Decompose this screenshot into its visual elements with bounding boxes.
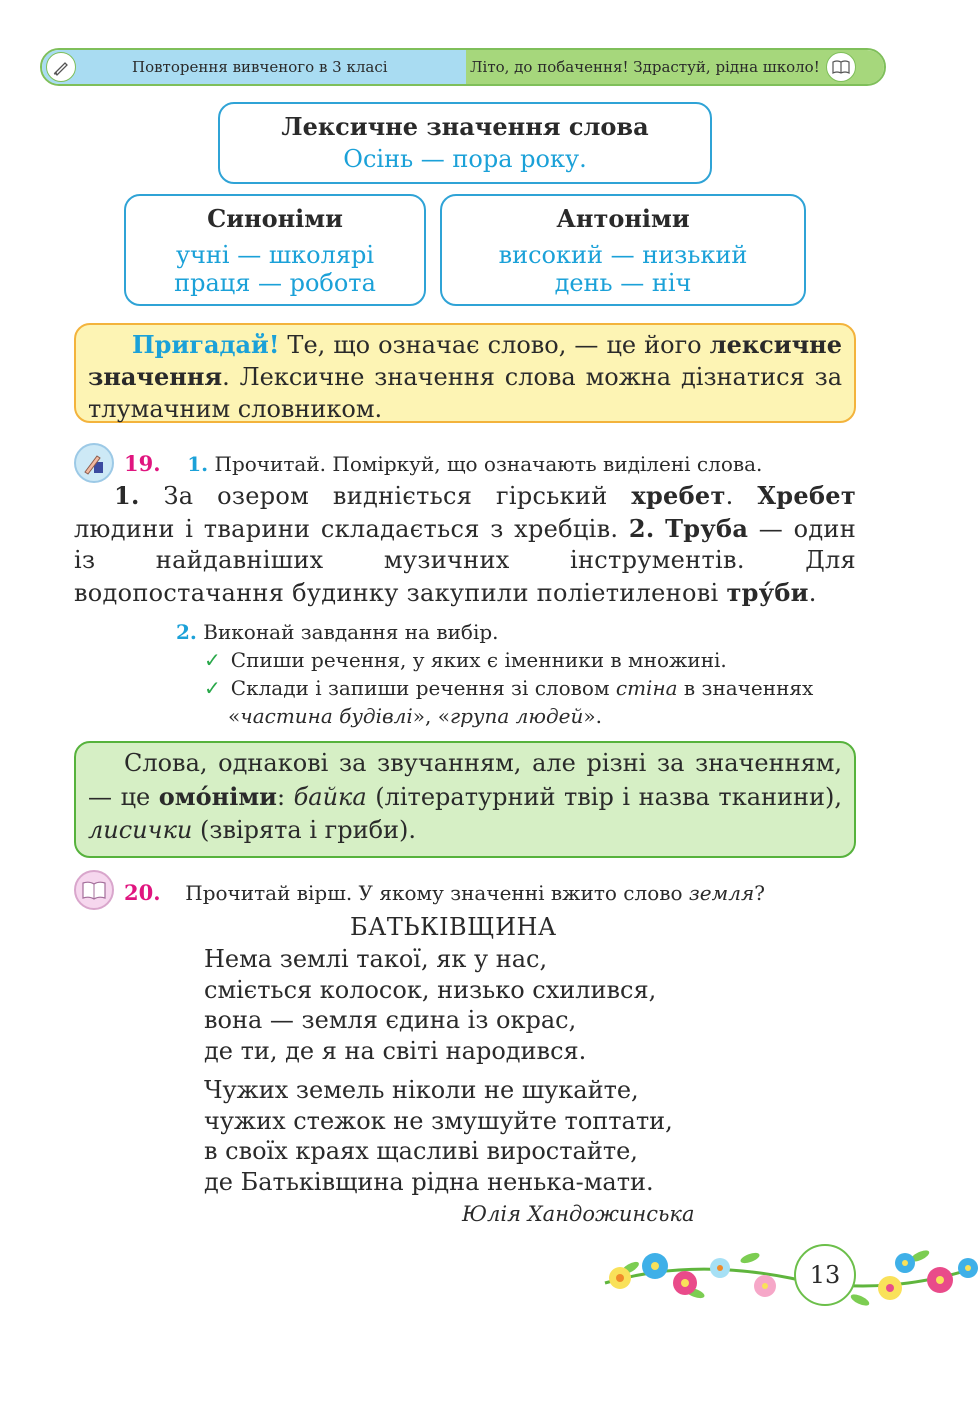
- task-19-number: 19.: [124, 451, 161, 476]
- header-left: [42, 50, 466, 84]
- poem-line: Нема землі такої, як у нас,: [204, 945, 548, 973]
- antonyms-title: Антоніми: [556, 204, 690, 233]
- poem-stanza-1: [204, 944, 656, 1066]
- quote-mark: », «: [412, 704, 450, 728]
- task-19-header: [124, 451, 884, 477]
- antonyms-box: [440, 194, 806, 306]
- quote-mark: «: [228, 704, 241, 728]
- synonyms-title: Синоніми: [207, 204, 343, 233]
- rule-text: :: [276, 783, 294, 811]
- writing-task-icon: [74, 443, 114, 483]
- header-left-text: Повторення вивченого в 3 класі: [132, 58, 388, 76]
- poem-line: сміється колосок, низько схилився,: [204, 975, 657, 1004]
- option-1-text: Спиши речення, у яких є іменники в множині.: [230, 648, 727, 672]
- text-run: .: [725, 482, 758, 510]
- meaning-1: частина будівлі: [240, 704, 413, 728]
- remember-text-1: Те, що означає слово, — це його: [279, 331, 710, 359]
- highlighted-word: тру́би: [726, 577, 809, 607]
- poem-stanza-2: [204, 1075, 673, 1197]
- poem-line: чужих стежок не змушуйте топтати,: [204, 1106, 673, 1135]
- option-2-word: стіна: [615, 676, 678, 700]
- header-right: [466, 50, 884, 84]
- option-2-meanings: [176, 702, 876, 730]
- synonyms-box: [124, 194, 426, 306]
- flower-decoration: [600, 1238, 980, 1318]
- option-2-text: в значеннях: [677, 676, 814, 700]
- task-19-part1-text: Прочитай. Поміркуй, що означають виділені слова.: [214, 452, 763, 476]
- poem-line: в своїх краях щасливі виростайте,: [204, 1137, 638, 1165]
- task-20-text: ?: [754, 881, 765, 905]
- quote-mark: ».: [583, 704, 602, 728]
- rule-text: (літературний твір і назва тканини),: [366, 783, 842, 811]
- task-20-word: земля: [688, 881, 755, 905]
- text-run: — один із найдавніших музичних інструментів. Для водопостачання будинку закупили поліетиленові: [74, 514, 856, 607]
- text-run: .: [808, 578, 817, 607]
- task-19-part2-number: 2.: [176, 620, 197, 644]
- rule-example: лисички: [88, 816, 193, 844]
- header-right-text: Літо, до побачення! Здрастуй, рідна школо!: [470, 58, 820, 76]
- text-run: [655, 515, 666, 543]
- pen-icon: [46, 52, 76, 82]
- highlighted-word: хребет: [631, 481, 726, 510]
- synonyms-line-1: учні — школярі: [175, 241, 375, 269]
- task-19-part1-number: 1.: [187, 452, 209, 476]
- lexical-meaning-box: [218, 102, 712, 184]
- section-header: [40, 48, 886, 86]
- antonyms-line-2: день — ніч: [554, 269, 692, 297]
- remember-text-2: . Лексичне значення слова можна дізнатися за тлумачним словником.: [88, 363, 842, 423]
- task-19-part2-text: Виконай завдання на вибір.: [203, 620, 499, 644]
- poem-author: Юлія Хандожинська: [462, 1202, 695, 1226]
- sentence-2-number: 2.: [628, 513, 655, 543]
- option-2: [176, 674, 876, 702]
- book-icon: [826, 52, 856, 82]
- task-19-text: [74, 480, 856, 609]
- rule-text: (звірята і гриби).: [192, 816, 417, 844]
- synonyms-line-2: праця — робота: [174, 269, 376, 297]
- page-number: 13: [794, 1244, 856, 1306]
- reading-task-icon: [74, 870, 114, 910]
- lexical-example: Осінь — пора року.: [343, 145, 587, 173]
- antonyms-line-1: високий — низький: [498, 241, 748, 269]
- lexical-title: Лексичне значення слова: [281, 112, 649, 141]
- checkmark-icon: ✓: [204, 648, 221, 672]
- task-20-text: Прочитай вірш. У якому значенні вжито слово: [185, 881, 689, 905]
- task-20-header: [124, 879, 884, 907]
- rule-example: байка: [293, 783, 367, 811]
- remember-term: лексичне значення: [88, 330, 842, 391]
- poem-line: де Батьківщина рідна ненька-мати.: [204, 1167, 654, 1196]
- sentence-1-number: 1.: [114, 481, 140, 510]
- highlighted-word: Хребет: [757, 481, 857, 510]
- rule-term: омо́німи: [158, 782, 277, 811]
- poem-title: БАТЬКІВЩИНА: [350, 913, 557, 941]
- text-run: За озером видніється гірський: [139, 482, 632, 510]
- task-20-number: 20.: [124, 880, 161, 905]
- highlighted-word: Труба: [665, 513, 749, 543]
- poem-line: де ти, де я на світі народився.: [204, 1036, 587, 1065]
- poem-line: Чужих земель ніколи не шукайте,: [204, 1076, 639, 1104]
- remember-note: [74, 323, 856, 423]
- rule-text: Слова, однакові за звучанням, але різні за значенням, — це: [88, 749, 842, 811]
- checkmark-icon: ✓: [204, 676, 221, 700]
- task-19-part-2: [176, 618, 876, 730]
- meaning-2: група людей: [449, 704, 584, 728]
- poem-line: вона — земля єдина із окрас,: [204, 1006, 577, 1034]
- option-2-text: Склади і запиши речення зі словом: [230, 676, 616, 700]
- text-run: людини і тварини складається з хребців.: [74, 514, 629, 543]
- remember-label: Пригадай!: [132, 330, 280, 359]
- homonyms-rule: [74, 741, 856, 858]
- option-1: [176, 646, 876, 674]
